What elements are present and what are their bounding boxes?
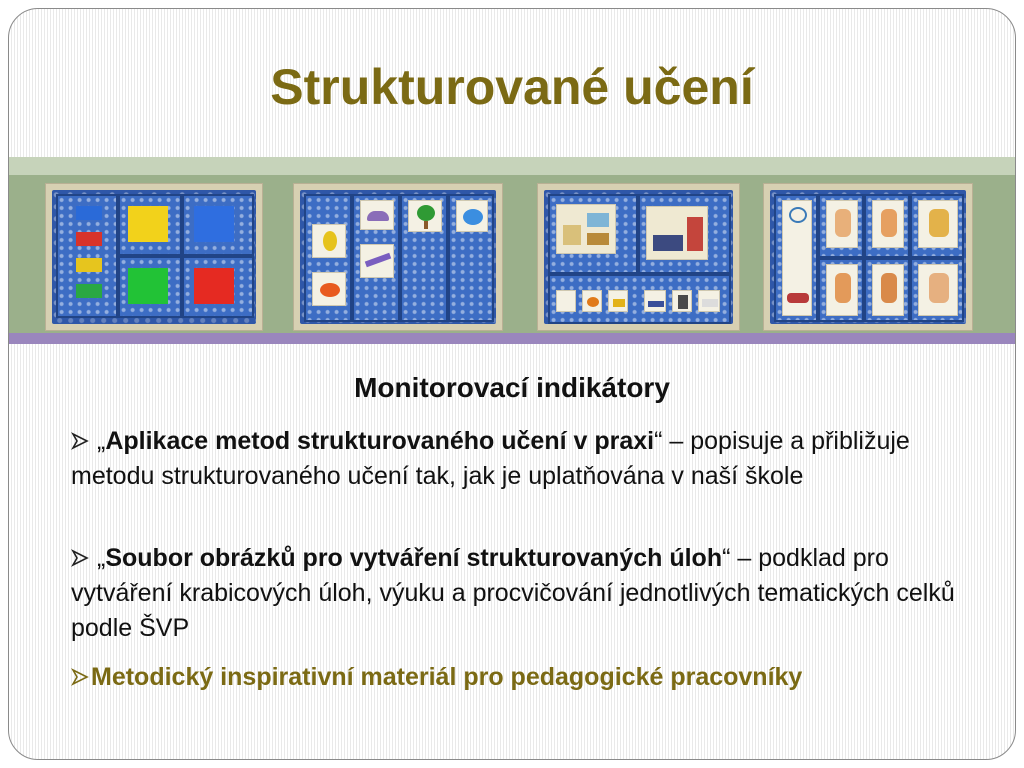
bullet-item — [71, 541, 961, 646]
bullet-close-quote: “ — [722, 544, 731, 572]
activity-card — [826, 264, 858, 316]
bullet-open-quote: „ — [97, 427, 106, 455]
activity-card — [872, 200, 904, 248]
yellow-square — [128, 206, 168, 242]
blue-square — [194, 206, 234, 242]
red-lego-icon — [76, 232, 102, 246]
bullet-text: – podklad pro vytváření krabicových úloh, výuku a procvičování jednotlivých tematických celků podle ŠVP — [71, 544, 955, 642]
box — [770, 190, 966, 324]
bullet-open-quote: „ — [97, 544, 106, 572]
slide — [8, 8, 1016, 760]
bullet-text: – popisuje a přibližuje metodu strukturovaného učení tak, jak je uplatňována v naší škole — [71, 427, 910, 490]
red-square — [194, 268, 234, 304]
activity-card — [918, 200, 958, 248]
ironing-board-card — [360, 244, 394, 278]
pillow-card — [698, 290, 720, 312]
tree-card — [408, 200, 442, 232]
photo-picture-sorting-box — [293, 183, 503, 331]
bullet-bold-text: Aplikace metod strukturovaného učení v praxi — [105, 427, 655, 455]
pear-card — [312, 224, 346, 258]
kitchen-scene-card — [556, 204, 616, 254]
arrow-bullet-icon — [71, 549, 89, 567]
green-lego-icon — [76, 284, 102, 298]
arrow-bullet-icon — [71, 668, 89, 686]
fish-card — [312, 272, 346, 306]
blue-lego-icon — [76, 206, 102, 220]
activity-card — [918, 264, 958, 316]
bedroom-scene-card — [646, 206, 708, 260]
decorative-band-light — [9, 157, 1015, 175]
section-heading: Monitorovací indikátory — [354, 372, 670, 403]
kettle-card — [582, 290, 602, 312]
bullet-text: Metodický inspirativní materiál pro pedagogické pracovníky — [91, 663, 803, 691]
tool-cards-strip — [782, 200, 812, 316]
green-square — [128, 268, 168, 304]
box — [52, 190, 256, 324]
bullet-item — [71, 424, 961, 494]
box — [544, 190, 733, 324]
bullet-close-quote: “ — [654, 427, 663, 455]
photo-color-sorting-box — [45, 183, 263, 331]
bullet-item — [71, 660, 961, 695]
bed-card — [644, 290, 666, 312]
chair-card — [608, 290, 628, 312]
arrow-bullet-icon — [71, 432, 89, 450]
box — [300, 190, 496, 324]
decorative-band-purple — [9, 333, 1015, 344]
yellow-lego-icon — [76, 258, 102, 272]
activity-card — [826, 200, 858, 248]
photo-activity-cards-box — [763, 183, 973, 331]
wardrobe-card — [672, 290, 692, 312]
photo-scene-matching-box — [537, 183, 740, 331]
bullet-bold-text: Soubor obrázků pro vytváření strukturovaných úloh — [105, 544, 723, 572]
stove-card — [556, 290, 576, 312]
fishbowl-card — [456, 200, 488, 232]
activity-card — [872, 264, 904, 316]
slide-title: Strukturované učení — [270, 59, 754, 115]
iron-card — [360, 200, 394, 230]
